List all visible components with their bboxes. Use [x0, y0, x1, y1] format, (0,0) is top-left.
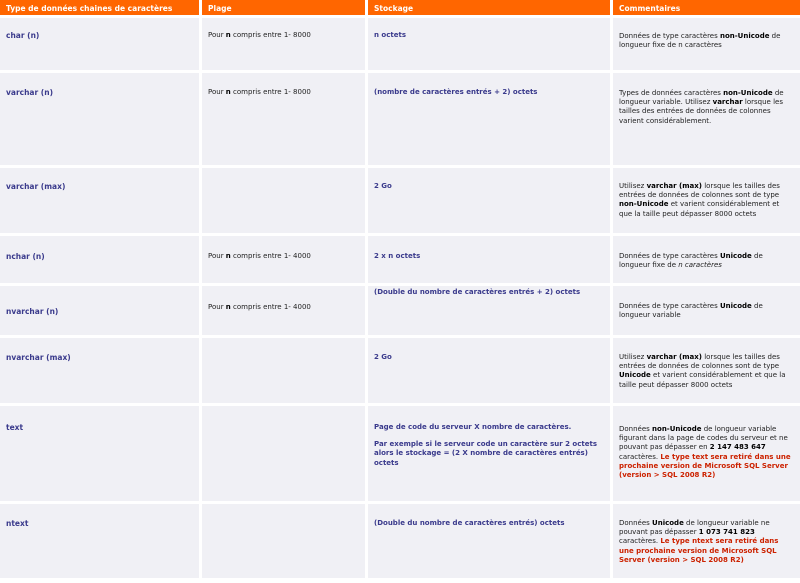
- comment-cell: [613, 73, 800, 168]
- stockage-text: Page de code du serveur X nombre de caractères. Par exemple si le serveur code un caractère sur 2 octets alors le stockage = (2 X nombre de caractères entrés) octets: [374, 423, 597, 467]
- comment-cell: [613, 406, 800, 504]
- type-cell: [0, 406, 202, 504]
- type-label: nvarchar (n): [6, 307, 59, 316]
- table-row: [0, 18, 800, 73]
- type-cell: [0, 236, 202, 286]
- plage-text: Pour n compris entre 1- 8000: [208, 31, 311, 39]
- stockage-text: 2 Go: [374, 182, 392, 190]
- stockage-cell: [368, 286, 613, 338]
- stockage-cell: [368, 73, 613, 168]
- plage-text: Pour n compris entre 1- 8000: [208, 88, 311, 96]
- plage-cell: [202, 18, 368, 73]
- comment-text: Données non-Unicode de longueur variable figurant dans la page de codes du serveur et ne pouvant pas dépasser en 2 147 483 647 caractères. Le type text sera retiré dans une prochaine version de Microsoft SQL Server (version > SQL 2008 R2): [619, 425, 791, 480]
- header-type: Type de données chaines de caractères: [0, 0, 202, 18]
- plage-cell: [202, 338, 368, 406]
- stockage-text: 2 x n octets: [374, 252, 421, 260]
- table-row: [0, 504, 800, 581]
- comment-text: Données de type caractères non-Unicode de longueur fixe de n caractères: [619, 32, 781, 50]
- type-cell: [0, 338, 202, 406]
- plage-text: Pour n compris entre 1- 4000: [208, 303, 311, 311]
- comment-cell: [613, 168, 800, 236]
- stockage-text: (nombre de caractères entrés + 2) octets: [374, 88, 538, 96]
- comment-text: Données de type caractères Unicode de longueur variable: [619, 302, 763, 320]
- comment-text: Données Unicode de longueur variable ne pouvant pas dépasser 1 073 741 823 caractères. Le type ntext sera retiré dans une prochaine version de Microsoft SQL Server (version > SQL 2008 R2): [619, 519, 779, 564]
- plage-cell: [202, 236, 368, 286]
- plage-cell: [202, 73, 368, 168]
- type-cell: [0, 168, 202, 236]
- table-row: [0, 236, 800, 286]
- comment-cell: [613, 236, 800, 286]
- stockage-text: (Double du nombre de caractères entrés + 2) octets: [374, 288, 581, 296]
- type-label: nchar (n): [6, 252, 45, 261]
- table-row: [0, 168, 800, 236]
- table-row: [0, 406, 800, 504]
- comment-text: Données de type caractères Unicode de longueur fixe de n caractères: [619, 252, 763, 270]
- comment-cell: [613, 18, 800, 73]
- plage-cell: [202, 406, 368, 504]
- type-label: varchar (max): [6, 182, 66, 191]
- type-cell: [0, 286, 202, 338]
- type-cell: [0, 504, 202, 581]
- comment-text: Types de données caractères non-Unicode de longueur variable. Utilisez varchar lorsque les tailles des entrées de données de colonnes varient considérablement.: [619, 89, 784, 125]
- plage-text: Pour n compris entre 1- 4000: [208, 252, 311, 260]
- plage-cell: [202, 286, 368, 338]
- type-label: nvarchar (max): [6, 353, 71, 362]
- type-label: varchar (n): [6, 88, 53, 97]
- stockage-cell: [368, 504, 613, 581]
- header-commentaires: Commentaires: [613, 0, 800, 18]
- type-label: char (n): [6, 31, 40, 40]
- table-row: [0, 73, 800, 168]
- table-row: [0, 286, 800, 338]
- stockage-text: (Double du nombre de caractères entrés) octets: [374, 519, 565, 527]
- plage-cell: [202, 504, 368, 581]
- table-row: [0, 338, 800, 406]
- comment-cell: [613, 286, 800, 338]
- type-cell: [0, 73, 202, 168]
- comment-cell: [613, 504, 800, 581]
- stockage-cell: [368, 18, 613, 73]
- type-label: ntext: [6, 519, 29, 528]
- plage-cell: [202, 168, 368, 236]
- stockage-text: 2 Go: [374, 353, 392, 361]
- comment-cell: [613, 338, 800, 406]
- stockage-cell: [368, 168, 613, 236]
- stockage-cell: [368, 338, 613, 406]
- header-plage: Plage: [202, 0, 368, 18]
- type-cell: [0, 18, 202, 73]
- header-row: [0, 0, 800, 18]
- stockage-cell: [368, 236, 613, 286]
- comment-text: Utilisez varchar (max) lorsque les tailles des entrées de données de colonnes sont de type Unicode et varient considérablement et que la taille peut dépasser 8000 octets: [619, 353, 786, 389]
- comment-text: Utilisez varchar (max) lorsque les tailles des entrées de données de colonnes sont de type non-Unicode et varient considérablement et que la taille peut dépasser 8000 octets: [619, 182, 780, 218]
- stockage-text: n octets: [374, 31, 406, 39]
- type-label: text: [6, 423, 24, 432]
- header-stockage: Stockage: [368, 0, 613, 18]
- stockage-cell: [368, 406, 613, 504]
